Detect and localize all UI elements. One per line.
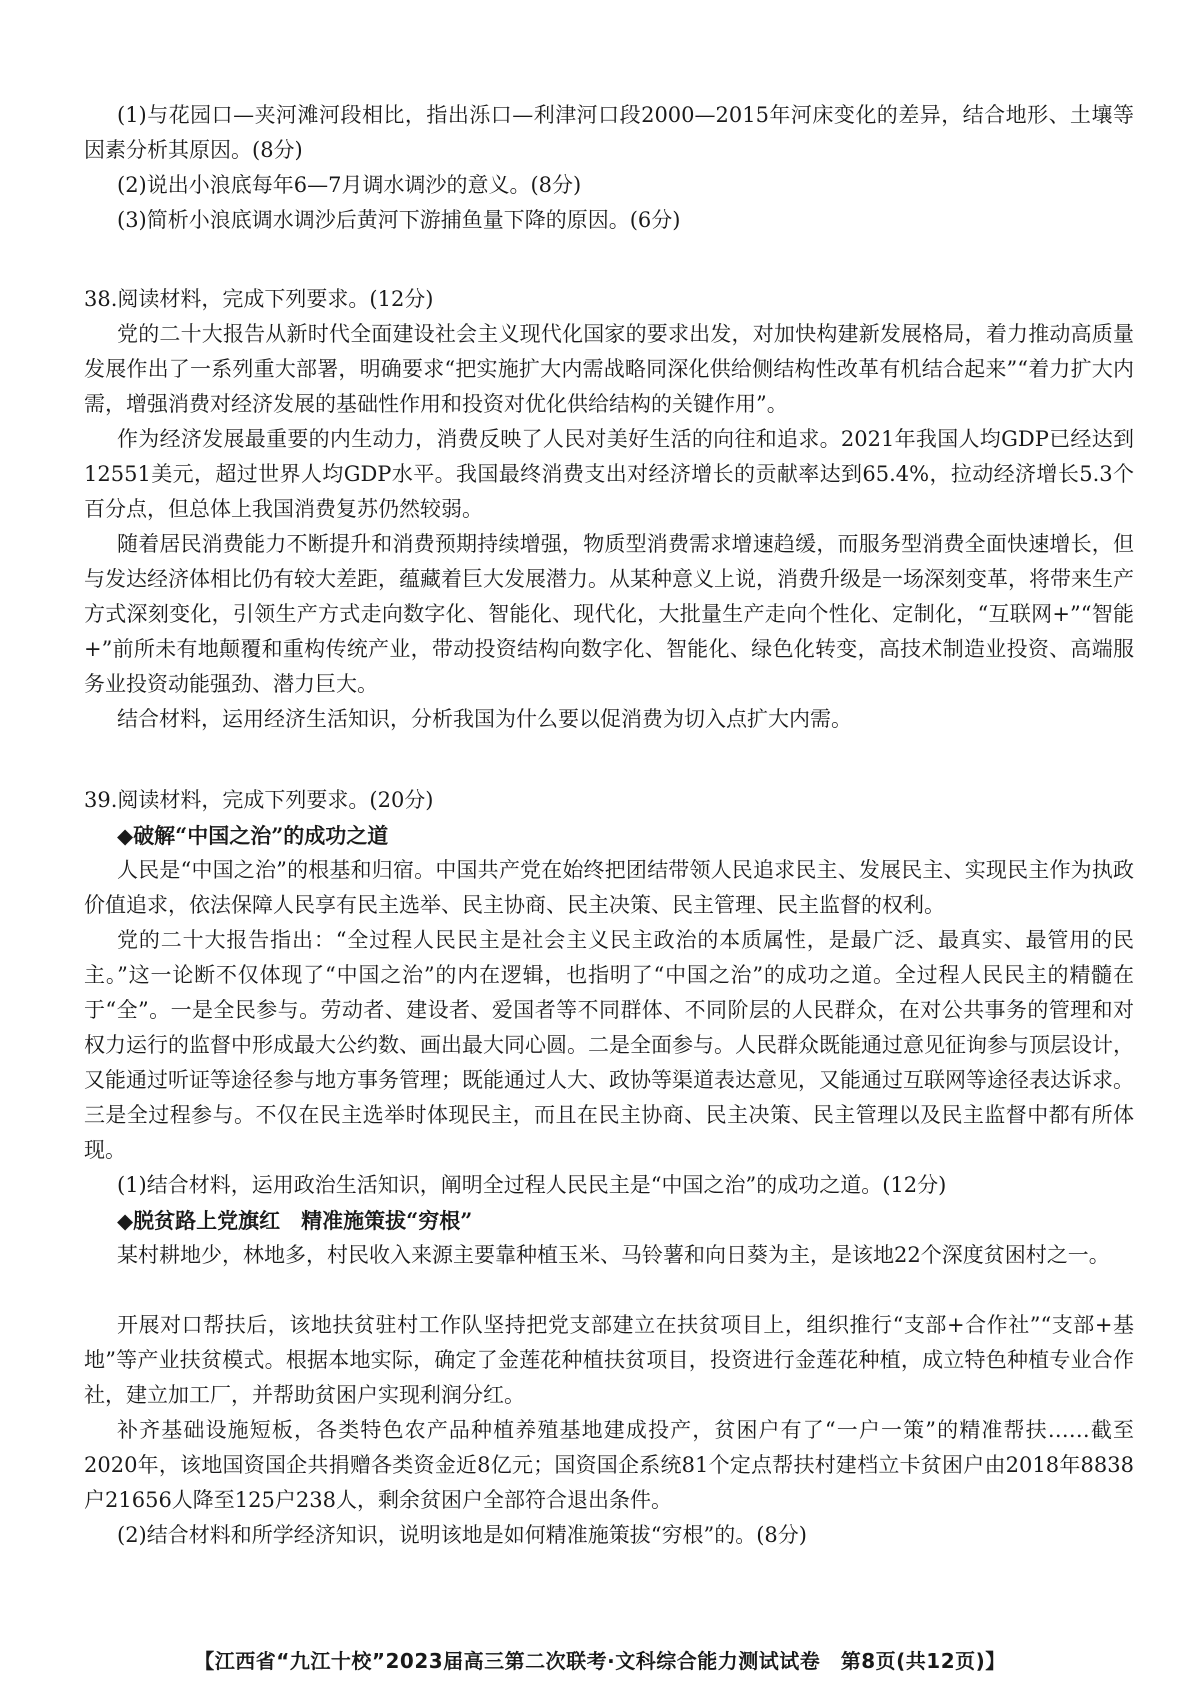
q38-material-p1: 党的二十大报告从新时代全面建设社会主义现代化国家的要求出发，对加快构建新发展格局，着力推动高质量发展作出了一系列重大部署，明确要求“把实施扩大内需战略同深化供给侧结构性改革有机结合起来”“着力扩大内需，增强消费对经济发展的基础性作用和投资对优化供给结构的关键作用”。 — [84, 322, 1134, 416]
q39-material-p1: 人民是“中国之治”的根基和归宿。中国共产党在始终把团结带领人民追求民主、发展民主、实现民主作为执政价值追求，依法保障人民享有民主选举、民主协商、民主决策、民主管理、民主监督的权利。 — [84, 858, 1134, 917]
q38-material-p2: 作为经济发展最重要的内生动力，消费反映了人民对美好生活的向往和追求。2021年我国人均GDP已经达到12551美元，超过世界人均GDP水平。我国最终消费支出对经济增长的贡献率达到65.4%，拉动经济增长5.3个百分点，但总体上我国消费复苏仍然较弱。 — [84, 427, 1134, 521]
q39-sub1: (1)结合材料，运用政治生活知识，阐明全过程人民民主是“中国之治”的成功之道。(12分) — [117, 1173, 947, 1197]
q37-sub3: (3)简析小浪底调水调沙后黄河下游捕鱼量下降的原因。(6分) — [117, 208, 681, 232]
q37-sub1: (1)与花园口—夹河滩河段相比，指出泺口—利津河口段2000—2015年河床变化的差异，结合地形、土壤等因素分析其原因。(8分) — [84, 103, 1134, 162]
q39-material-p4: 开展对口帮扶后，该地扶贫驻村工作队坚持把党支部建立在扶贫项目上，组织推行“支部+合作社”“支部+基地”等产业扶贫模式。根据本地实际，确定了金莲花种植扶贫项目，投资进行金莲花种植，成立特色种植专业合作社，建立加工厂，并帮助贫困户实现利润分红。 — [84, 1313, 1134, 1407]
q39-material-p3: 某村耕地少，林地多，村民收入来源主要靠种植玉米、马铃薯和向日葵为主，是该地22个深度贫困村之一。 — [117, 1243, 1110, 1267]
q39-heading-2: ◆脱贫路上党旗红 精准施策拔“穷根” — [117, 1208, 473, 1233]
q37-sub2: (2)说出小浪底每年6—7月调水调沙的意义。(8分) — [117, 173, 582, 197]
q39-title: 39.阅读材料，完成下列要求。(20分) — [84, 788, 434, 812]
page-footer: 【江西省“九江十校”2023届高三第二次联考·文科综合能力测试试卷 第8页(共12页)】 — [194, 1649, 1006, 1673]
q39-material-p2: 党的二十大报告指出：“全过程人民民主是社会主义民主政治的本质属性，是最广泛、最真实、最管用的民主。”这一论断不仅体现了“中国之治”的内在逻辑，也指明了“中国之治”的成功之道。全过程人民民主的精髓在于“全”。一是全民参与。劳动者、建设者、爱国者等不同群体、不同阶层的人民群众，在对公共事务的管理和对权力运行的监督中形成最大公约数、画出最大同心圆。二是全面参与。人民群众既能通过意见征询参与顶层设计，又能通过听证等途径参与地方事务管理；既能通过人大、政协等渠道表达意见，又能通过互联网等途径表达诉求。三是全过程参与。不仅在民主选举时体现民主，而且在民主协商、民主决策、民主管理以及民主监督中都有所体现。 — [84, 928, 1134, 1162]
q38-question: 结合材料，运用经济生活知识，分析我国为什么要以促消费为切入点扩大内需。 — [117, 707, 852, 731]
q39-heading-1: ◆破解“中国之治”的成功之道 — [117, 823, 389, 848]
q38-title: 38.阅读材料，完成下列要求。(12分) — [84, 287, 434, 311]
q39-sub2: (2)结合材料和所学经济知识，说明该地是如何精准施策拔“穷根”的。(8分) — [117, 1523, 807, 1547]
q39-material-p5: 补齐基础设施短板，各类特色农产品种植养殖基地建成投产，贫困户有了“一户一策”的精准帮扶……截至2020年，该地国资国企共捐赠各类资金近8亿元；国资国企系统81个定点帮扶村建档立卡贫困户由2018年8838户21656人降至125户238人，剩余贫困户全部符合退出条件。 — [84, 1418, 1134, 1512]
q38-material-p3: 随着居民消费能力不断提升和消费预期持续增强，物质型消费需求增速趋缓，而服务型消费全面快速增长，但与发达经济体相比仍有较大差距，蕴藏着巨大发展潜力。从某种意义上说，消费升级是一场深刻变革，将带来生产方式深刻变化，引领生产方式走向数字化、智能化、现代化，大批量生产走向个性化、定制化，“互联网+”“智能+”前所未有地颠覆和重构传统产业，带动投资结构向数字化、智能化、绿色化转变，高技术制造业投资、高端服务业投资动能强劲、潜力巨大。 — [84, 532, 1134, 696]
